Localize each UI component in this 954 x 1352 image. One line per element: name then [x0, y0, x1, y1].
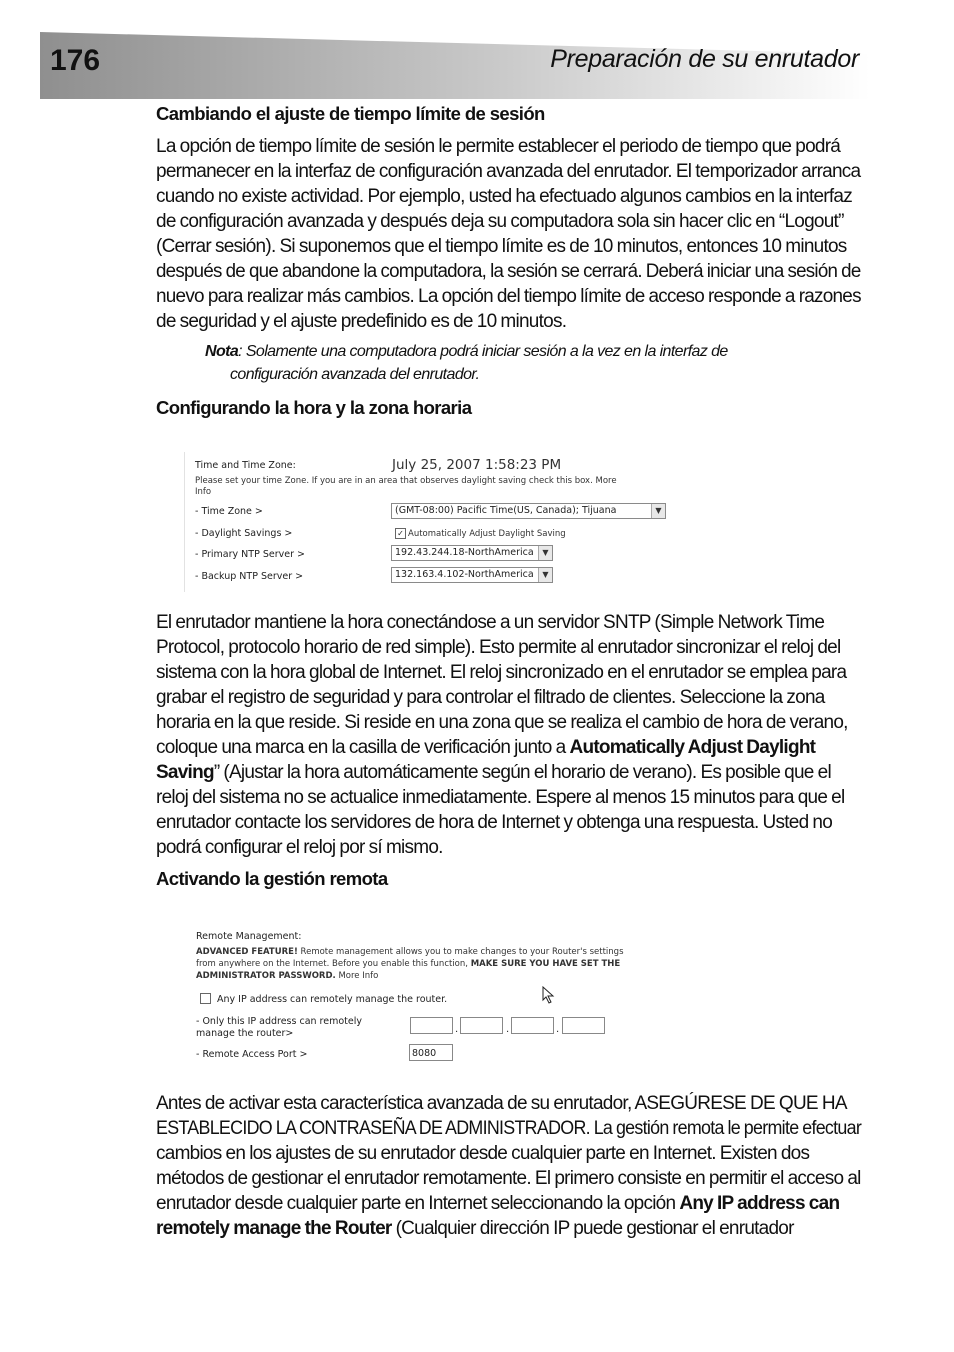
text-line: podrá configurar el reloj por sí mismo. — [156, 837, 443, 858]
text-line: El enrutador mantiene la hora conectándose a un servidor SNTP (Simple Network Time — [156, 612, 825, 633]
text-line: después de que abandone la computadora, la sesión se cerrará. Deberá iniciar una sesión de — [156, 261, 861, 282]
ip-separator: . — [506, 1024, 510, 1035]
time-zone-select[interactable]: (GMT-08:00) Pacific Time(US, Canada); Tijuana ▼ — [391, 503, 666, 519]
paragraph-remote-management — [156, 1091, 876, 1241]
running-title: Preparación de su enrutador — [550, 45, 859, 73]
current-datetime: July 25, 2007 1:58:23 PM — [392, 457, 562, 473]
bold-term: Automatically Adjust Daylight — [569, 737, 816, 758]
text-line: enrutador contacte los servidores de hora de Internet y obtenga una respuesta. Usted no — [156, 812, 833, 833]
text-line: horaria en la que reside. Si reside en una zona que se realiza el cambio de hora de verano, — [156, 712, 848, 733]
text-line: nuevo para realizar más cambios. La opción del tiempo límite de acceso responde a razones — [156, 286, 861, 307]
text-line: Antes de activar esta característica avanzada de su enrutador, ASEGÚRESE DE QUE HA — [156, 1093, 847, 1114]
backup-ntp-select[interactable]: 132.163.4.102-NorthAmerica ▼ — [391, 567, 553, 583]
note-text: : Solamente una computadora podrá iniciar sesión a la vez en la interfaz de — [238, 343, 728, 360]
paragraph-time-zone — [156, 610, 876, 860]
primary-ntp-label: - Primary NTP Server > — [195, 549, 305, 560]
more-info-link[interactable]: More Info — [335, 971, 379, 981]
heading-session-timeout: Cambiando el ajuste de tiempo límite de sesión — [156, 103, 545, 124]
text-line: permanecer en la interfaz de configuración avanzada del enrutador. El temporizador arranca — [156, 161, 861, 182]
note-label: Nota — [205, 343, 239, 360]
text-line: ESTABLECIDO LA CONTRASEÑA DE ADMINISTRADOR. La gestión remota le permite efectuar — [156, 1118, 862, 1139]
remote-access-port-input[interactable]: 8080 — [409, 1044, 453, 1061]
text-line: (Cerrar sesión). Si suponemos que el tiempo límite es de 10 minutos, entonces 10 minutos — [156, 236, 847, 257]
text-line: La opción de tiempo límite de sesión le permite establecer el periodo de tiempo que podrá — [156, 136, 841, 157]
text-line: grabar el registro de seguridad y para controlar el filtrado de clientes. Seleccione la zona — [156, 687, 825, 708]
text-line: cambios en los ajustes de su enrutador desde cualquier parte en Internet. Existen dos — [156, 1143, 810, 1164]
text-line: cuando no existe actividad. Por ejemplo, usted ha efectuado algunos cambios en la interfaz — [156, 186, 852, 207]
text-line: enrutador desde cualquier parte en Internet seleccionando la opción Any IP address can — [156, 1193, 840, 1214]
time-zone-label: - Time Zone > — [195, 506, 263, 517]
bold-term: Any IP address can — [679, 1193, 840, 1214]
note-text-2: configuración avanzada del enrutador. — [230, 366, 480, 383]
primary-ntp-select[interactable]: 192.43.244.18-NorthAmerica ▼ — [391, 545, 553, 561]
only-ip-label: - Only this IP address can remotely — [196, 1016, 362, 1027]
ip-octet-2-input[interactable] — [460, 1017, 503, 1034]
any-ip-checkbox[interactable] — [200, 993, 211, 1004]
paragraph-session-timeout — [156, 134, 876, 334]
chevron-down-icon: ▼ — [538, 546, 552, 560]
text-line: de seguridad y el ajuste predefinido es de 10 minutos. — [156, 311, 567, 332]
daylight-saving-checkbox-label: Automatically Adjust Daylight Saving — [408, 529, 566, 539]
backup-ntp-label: - Backup NTP Server > — [195, 571, 304, 582]
text-line: de configuración avanzada y después deja su computadora sola sin hacer clic en “Logout” — [156, 211, 844, 232]
text-line: sistema con la hora global de Internet. El reloj sincronizado en el enrutador se emplea para — [156, 662, 847, 683]
mouse-cursor-icon — [542, 986, 556, 1004]
advanced-feature-label: ADVANCED FEATURE! — [196, 947, 298, 957]
remote-description: from anywhere on the Internet. Before you enable this function, — [196, 959, 471, 969]
text-line: métodos de gestionar el enrutador remotamente. El primero consiste en permitir el acceso al — [156, 1168, 861, 1189]
screenshot-time-zone — [184, 452, 674, 592]
remote-management-title: Remote Management: — [196, 931, 302, 942]
screenshot-edge — [184, 452, 185, 592]
time-zone-description: Please set your time Zone. If you are in an area that observes daylight saving check this box. — [195, 476, 593, 486]
heading-time-zone: Configurando la hora y la zona horaria — [156, 397, 472, 418]
text-line: reloj del sistema no se actualice inmediatamente. Espere al menos 15 minutos para que el — [156, 787, 845, 808]
daylight-saving-checkbox[interactable]: ✓ — [395, 528, 406, 539]
text-line: coloque una marca en la casilla de verificación junto a Automatically Adjust Daylight — [156, 737, 816, 758]
bold-term: Saving — [156, 762, 214, 783]
ip-separator: . — [556, 1024, 560, 1035]
screenshot-remote-management — [190, 924, 710, 1068]
advanced-feature-text: Remote management allows you to make changes to your Router's settings — [297, 947, 624, 957]
ip-separator: . — [455, 1024, 459, 1035]
note-block — [156, 340, 765, 386]
ip-octet-3-input[interactable] — [511, 1017, 554, 1034]
text-line: remotely manage the Router (Cualquier dirección IP puede gestionar el enrutador — [156, 1218, 794, 1239]
ip-octet-1-input[interactable] — [410, 1017, 453, 1034]
time-zone-title: Time and Time Zone: — [195, 460, 296, 471]
daylight-savings-label: - Daylight Savings > — [195, 528, 293, 539]
text-line: Saving” (Ajustar la hora automáticamente según el horario de verano). Es posible que el — [156, 762, 831, 783]
warning-bold: MAKE SURE YOU HAVE SET THE — [470, 959, 621, 969]
warning-bold-2: ADMINISTRATOR PASSWORD. — [196, 971, 336, 981]
text-line: Protocol, protocolo horario de red simple). Esto permite al enrutador sincronizar el reloj del — [156, 637, 841, 658]
ip-octet-4-input[interactable] — [562, 1017, 605, 1034]
chevron-down-icon: ▼ — [651, 504, 665, 518]
only-ip-label-2: manage the router> — [196, 1028, 294, 1039]
chevron-down-icon: ▼ — [538, 568, 552, 582]
remote-access-port-label: - Remote Access Port > — [196, 1049, 308, 1060]
page-number: 176 — [50, 44, 101, 77]
heading-remote-management: Activando la gestión remota — [156, 868, 388, 889]
any-ip-label: Any IP address can remotely manage the router. — [217, 994, 448, 1005]
more-info-link-2[interactable]: Info — [195, 487, 212, 497]
bold-term: remotely manage the Router — [156, 1218, 392, 1239]
more-info-link[interactable]: More — [595, 476, 617, 486]
